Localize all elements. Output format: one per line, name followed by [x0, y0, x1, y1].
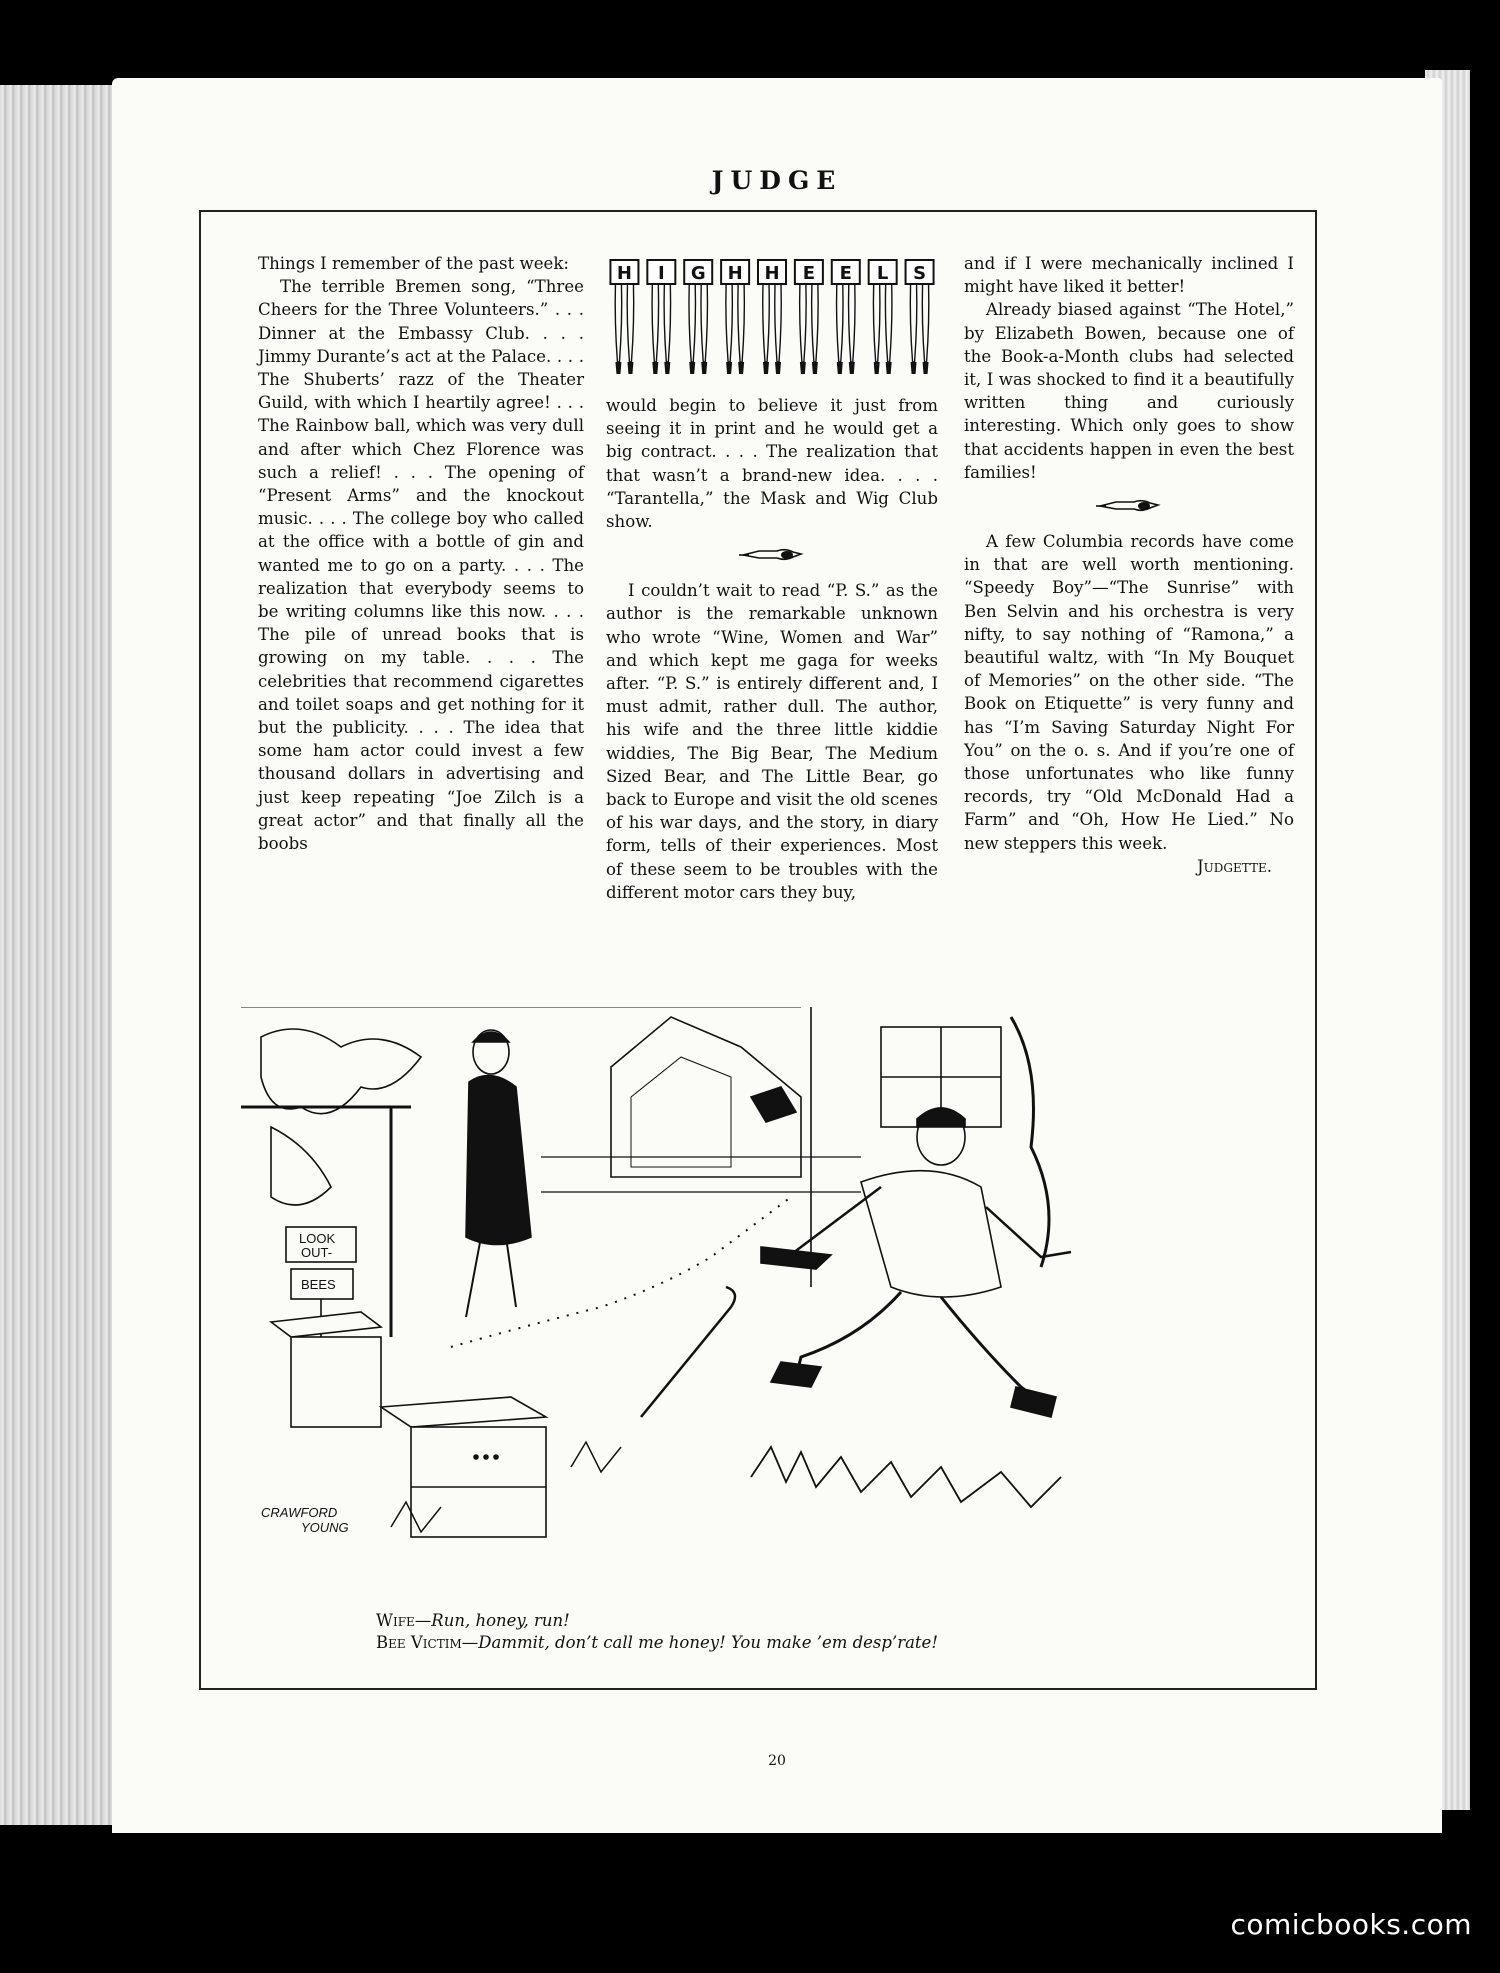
- artist-signature: [261, 1505, 349, 1535]
- logo-letter: H: [764, 263, 780, 284]
- logo-letter: H: [616, 263, 632, 284]
- caption-line-2: [376, 1632, 1236, 1654]
- masthead: JUDGE: [711, 166, 843, 195]
- column-3-paragraph-3: A few Columbia records have come in that are well worth mentioning. “Speedy Boy”—“The Sunrise” with Ben Selvin and his orchestra is very nifty, to say nothing of “Ramona,” a beautiful waltz, with “In My Bouquet of Memories” on the other side. “The Book on Etiquette” is very funny and has “I’m Saving Saturday Night For You” on the o. s. And if you’re one of those unfortunates who like funny records, try “Old McDonald Had a Farm” and “Oh, How He Lied.” No new steppers this week.: [964, 532, 1294, 853]
- column-1-intro: Things I remember of the past week:: [258, 254, 570, 273]
- logo-leg-letter: [795, 260, 823, 374]
- logo-letter: E: [839, 263, 852, 284]
- column-3-paragraph-1: and if I were mechanically inclined I might have liked it better!: [964, 254, 1294, 297]
- logo-letter: G: [690, 263, 706, 284]
- logo-leg-letter: [758, 260, 786, 374]
- pointing-hand-ornament-icon: [1094, 496, 1164, 516]
- column-3-signature: Judgette.: [1197, 856, 1272, 876]
- article-frame: [199, 210, 1317, 1690]
- logo-letter: S: [913, 263, 927, 284]
- column-2-paragraph-2: I couldn’t wait to read “P. S.” as the author is the remarkable unknown who wrote “Wine, Women and War” and which kept me gaga for weeks after. “P. S.” is entirely different and, I must admit, rather dull. The author, his wife and the three little kiddie widdies, The Big Bear, The Medium Sized Bear, and The Little Bear, go back to Europe and visit the old scenes of his war days, and the story, in diary form, tells of their experiences. Most of these seem to be troubles with the different motor cars they buy,: [606, 581, 938, 902]
- caption-text-2: Dammit, don’t call me honey! You make ’em desp’rate!: [478, 1633, 938, 1652]
- logo-leg-letter: [869, 260, 897, 374]
- logo-leg-letter: [832, 260, 860, 374]
- watermark: comicbooks.com: [1230, 1908, 1472, 1941]
- cartoon-illustration: [241, 1007, 1281, 1597]
- logo-letter: L: [876, 263, 889, 284]
- column-1-body: The terrible Bremen song, “Three Cheers for the Three Volunteers.” . . . Dinner at the Embassy Club. . . . Jimmy Durante’s act at the Palace. . . . The Shuberts’ razz of the Theater Guild, with which I heartily agree! . . . The Rainbow ball, which was very dull and after which Chez Florence was such a relief! . . . The opening of “Present Arms” and the knockout music. . . . The college boy who called at the office with a bottle of gin and wanted me to go on a party. . . . The realization that everybody seems to be writing columns like this now. . . . The pile of unread books that is growing on my table. . . . The celebrities that recommend cigarettes and toilet soaps and get nothing for it but the publicity. . . . The idea that some ham actor could invest a few thousand dollars in advertising and just keep repeating “Joe Zilch is a great actor” and that finally all the boobs: [258, 277, 584, 854]
- caption-line-1: [376, 1610, 1236, 1632]
- caption-speaker-1: Wife—: [376, 1611, 432, 1630]
- column-1: [258, 252, 584, 855]
- magazine-page: [112, 78, 1442, 1833]
- caption-text-1: Run, honey, run!: [431, 1611, 570, 1630]
- cartoon-caption: [376, 1610, 1236, 1654]
- book-page-edges: [0, 85, 128, 1825]
- column-2-paragraph-1: would begin to believe it just from seeing it in print and he would get a big contract. . . . The realization that that wasn’t a brand-new idea. . . . “Tarantella,” the Mask and Wig Club show.: [606, 396, 938, 532]
- column-3-paragraph-2: Already biased against “The Hotel,” by Elizabeth Bowen, because one of the Book-a-Month clubs had selected it, I was shocked to find it a beautifully written thing and curiously interesting. Which only goes to show that accidents happen in even the best families!: [964, 300, 1294, 482]
- logo-letter: I: [657, 263, 665, 284]
- logo-leg-letter: [906, 260, 934, 374]
- logo-letter: E: [802, 263, 816, 284]
- svg-text:CRAWFORD: CRAWFORD: [261, 1505, 338, 1520]
- pointing-hand-ornament-icon: [737, 545, 807, 565]
- page-number: 20: [768, 1753, 786, 1769]
- svg-text:LOOK: LOOK: [299, 1231, 336, 1246]
- logo-leg-letter: [684, 260, 712, 374]
- column-2: [606, 394, 938, 904]
- svg-text:OUT-: OUT-: [301, 1245, 333, 1260]
- caption-speaker-2: Bee Victim—: [376, 1633, 479, 1652]
- logo-leg-letter: [647, 260, 675, 374]
- high-heels-logo: [606, 252, 938, 387]
- svg-text:YOUNG: YOUNG: [301, 1520, 349, 1535]
- logo-leg-letter: [610, 260, 638, 374]
- logo-letter: H: [727, 263, 743, 284]
- logo-leg-letter: [721, 260, 749, 374]
- column-3: [964, 252, 1294, 878]
- svg-text:BEES: BEES: [301, 1277, 336, 1292]
